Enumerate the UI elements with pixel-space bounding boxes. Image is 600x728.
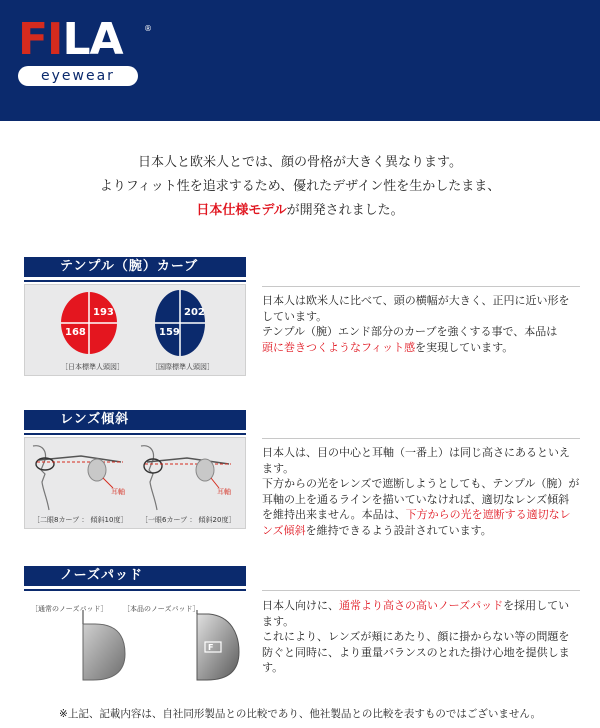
nose-description: 日本人向けに、通常より高さの高いノーズパッドを採用しています。 これにより、レンズが頬にあたり、顔に掛からない等の問題を防ぐと同時に、より重量バランスのとれた掛け心地を提供します。 — [262, 599, 570, 674]
fila-f-letter: F — [208, 643, 214, 652]
nose-pad-diagrams — [25, 594, 245, 688]
lens-illustration-panel — [24, 437, 246, 529]
fila-wordmark: FILA — [18, 14, 123, 65]
ear-axis-label: 耳軸 — [217, 488, 231, 496]
footer-disclaimer: ※上記、記載内容は、自社同形製品との比較であり、他社製品との比較を表すものではございません。 — [59, 708, 541, 720]
face-profile — [33, 446, 49, 510]
lens-caption-1: ［二眼8カーブ ： 傾斜10度］ — [33, 516, 128, 524]
intro-line-1: 日本人と欧米人とでは、顔の骨格が大きく異なります。 — [138, 155, 462, 170]
jp-depth-value: 168 — [65, 327, 86, 338]
intl-depth-value: 159 — [159, 327, 180, 338]
jp-width-value: 193 — [93, 307, 114, 318]
standard-nose-pad — [83, 624, 125, 680]
intl-head-caption: ［国際標準人頭図］ — [151, 363, 214, 371]
section-underline — [24, 433, 246, 435]
nose-section-title: ノーズパッド — [24, 566, 246, 586]
ear-pointer — [103, 478, 113, 488]
nose-caption-1: ［通常のノーズパッド］ — [31, 605, 108, 613]
intl-width-value: 202 — [184, 307, 205, 318]
eyewear-pill: eyewear — [18, 66, 138, 86]
desc-divider — [262, 438, 580, 439]
nose-caption-2: ［本品のノーズパッド］ — [123, 605, 200, 613]
nose-illustration-panel — [24, 593, 246, 687]
registered-mark: ® — [144, 24, 152, 33]
ear-axis-label: 耳軸 — [111, 488, 125, 496]
lens-caption-2: ［一眼6カーブ ： 傾斜20度］ — [141, 516, 236, 524]
desc-divider — [262, 590, 580, 591]
section-underline — [24, 280, 246, 282]
section-underline — [24, 589, 246, 591]
header-banner — [0, 0, 600, 121]
intro-line-2: よりフィット性を追求するため、優れたデザイン性を生かしたまま、 — [99, 179, 501, 194]
lens-section-title: レンズ傾斜 — [24, 410, 246, 430]
ear-shape — [196, 459, 214, 481]
ear-pointer — [211, 478, 219, 488]
temple-illustration-panel — [24, 284, 246, 376]
fila-eyewear-logo — [18, 14, 152, 88]
jp-head-caption: ［日本標準人頭図］ — [61, 363, 124, 371]
face-profile — [141, 446, 157, 510]
desc-divider — [262, 286, 580, 287]
intro-line-3: 日本仕様モデルが開発されました。 — [196, 203, 404, 218]
temple-section-title: テンプル（腕）カーブ — [24, 257, 246, 277]
temple-description: 日本人は欧米人に比べて、頭の横幅が大きく、正円に近い形をしています。 テンプル（腕）エンド部分のカーブを強くする事で、本品は 頭に巻きつくようなフィット感を実現しています。 — [262, 294, 570, 354]
fila-nose-pad — [197, 614, 239, 680]
lens-description: 日本人は、目の中心と耳軸（一番上）は同じ高さにあるといえます。 下方からの光をレンズで遮断しようとしても、テンプル（腕）が耳軸の上を通るラインを描いていなければ、適切なレンズ傾斜を維持出来ません。本品は、下方からの光を遮断する適切なレンズ傾斜を維持できるよう設計されています。 — [262, 446, 580, 537]
